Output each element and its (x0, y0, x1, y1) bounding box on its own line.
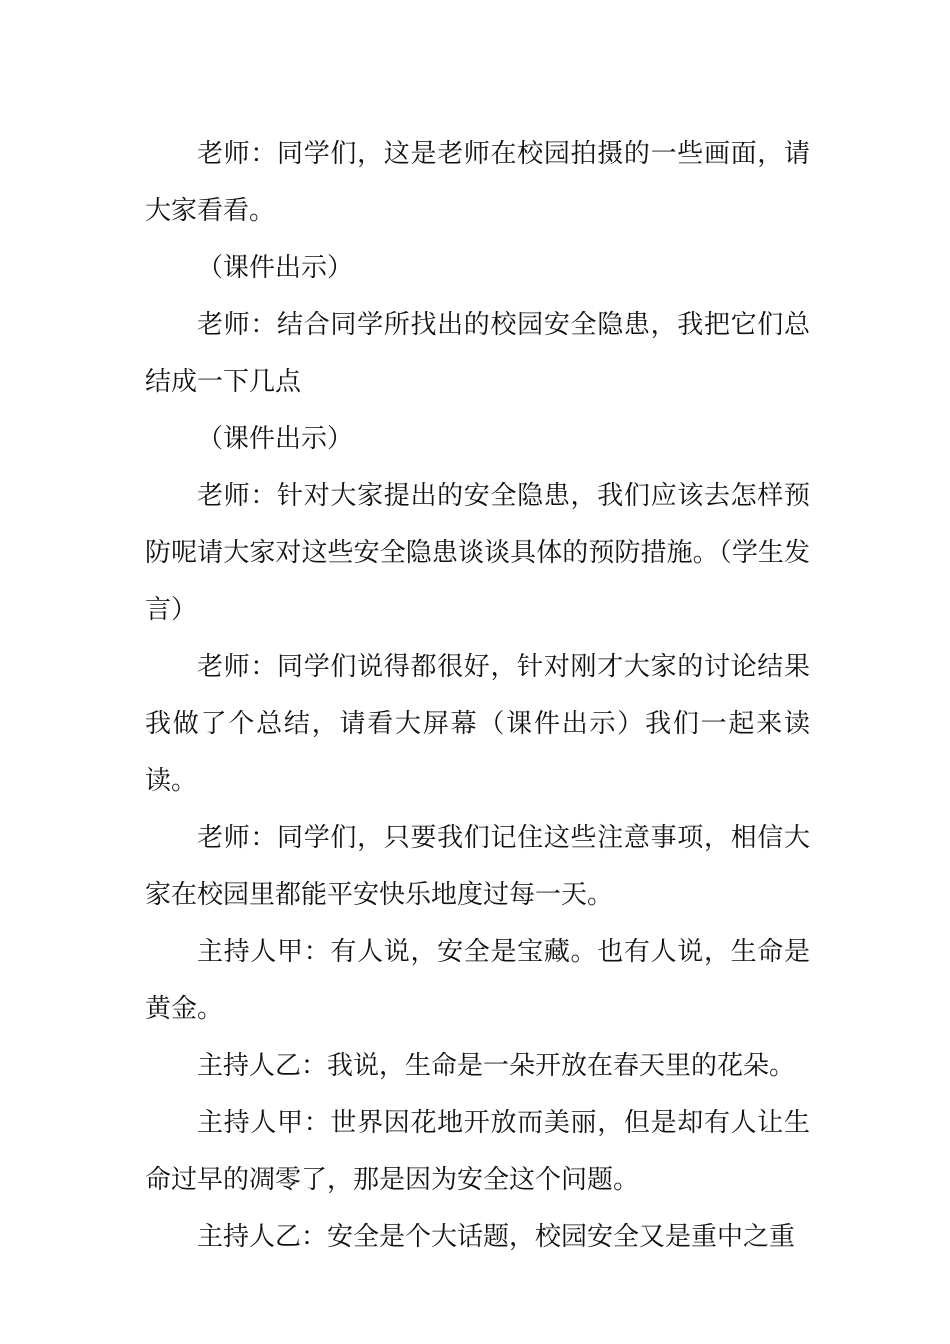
paragraph: 老师：同学们，只要我们记住这些注意事项，相信大家在校园里都能平安快乐地度过每一天。 (145, 823, 810, 910)
paragraph: 老师：同学们，这是老师在校园拍摄的一些画面，请大家看看。 (145, 139, 810, 226)
paragraph: 老师：同学们说得都很好，针对刚才大家的讨论结果我做了个总结，请看大屏幕（课件出示）我们一起来读读。 (145, 652, 810, 796)
paragraph: 老师：针对大家提出的安全隐患，我们应该去怎样预防呢请大家对这些安全隐患谈谈具体的预防措施。（学生发言） (145, 481, 810, 625)
paragraph: （课件出示） (197, 253, 354, 283)
paragraph: 主持人甲：有人说，安全是宝藏。也有人说，生命是黄金。 (145, 937, 810, 1024)
paragraph: 主持人乙：我说，生命是一朵开放在春天里的花朵。 (197, 1051, 796, 1081)
paragraph: 主持人甲：世界因花地开放而美丽，但是却有人让生命过早的凋零了，那是因为安全这个问题。 (145, 1108, 810, 1195)
paragraph: 老师：结合同学所找出的校园安全隐患，我把它们总结成一下几点 (145, 310, 810, 397)
paragraph: （课件出示） (197, 424, 354, 454)
document-body (145, 126, 810, 1266)
paragraph: 主持人乙：安全是个大话题，校园安全又是重中之重 (197, 1222, 796, 1252)
